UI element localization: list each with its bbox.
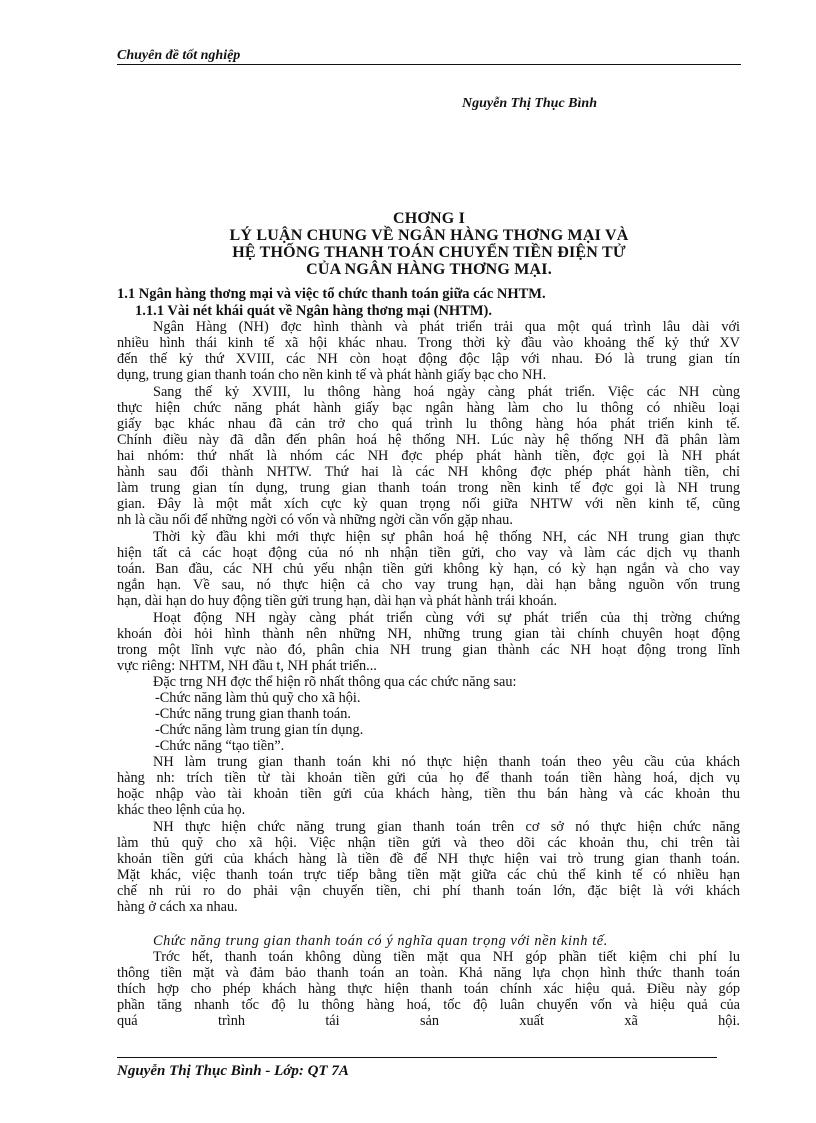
body-line: giấy bạc khác nhau đã cản trở cho quá trình lu thông hàng hóa phát triển kinh tế. (117, 416, 740, 432)
body-line: Đặc trng NH đợc thể hiện rõ nhất thông qua các chức năng sau: (153, 674, 517, 690)
list-item: -Chức năng trung gian thanh toán. (155, 706, 351, 722)
body-line: hành sau đổi thành NHTW. Thứ hai là các NH không đợc phép phát hành tiền, chỉ (117, 464, 740, 480)
body-line: Chính điều này đã dẫn đến phân hoá hệ thống NH. Lúc này hệ thống NH đã phân làm (117, 432, 740, 448)
body-line: thích hợp cho phép khách hàng thực hiện thanh toán chính xác hiệu quả. Điều này góp (117, 981, 740, 997)
body-line: Sang thế kỷ XVIII, lu thông hàng hoá ngày càng phát triển. Việc các NH cùng (153, 384, 740, 400)
body-line: Thời kỳ đầu khi mới thực hiện sự phân hoá hệ thống NH, các NH trung gian thực (153, 529, 740, 545)
author-name: Nguyễn Thị Thục Bình (462, 96, 597, 111)
body-line: khoán đòi hỏi hình thành nên những NH, những trung gian tài chính chuyên hoạt động (117, 626, 740, 642)
list-item: -Chức năng “tạo tiền”. (155, 738, 285, 754)
body-line: khác theo lệnh của họ. (117, 802, 246, 818)
body-line: làm thủ quỹ cho xã hội. Việc nhận tiền gửi và theo dõi các khoản thu, chi trên tài (117, 835, 740, 851)
body-line: chế nh rủi ro do phải vận chuyển tiền, chi phí thanh toán lớn, đặc biệt là với khách (117, 883, 740, 899)
body-line: toán. Ban đầu, các NH chủ yếu nhận tiền gửi không kỳ hạn, có kỳ hạn ngắn và cho vay (117, 561, 740, 577)
body-line: làm trung gian tín dụng, trung gian thanh toán trong nền kinh tế đợc gọi là NH trung (117, 480, 740, 496)
body-line: trong một lĩnh vực nào đó, phân chia NH trung gian thành các NH hoạt động trong lĩnh (117, 642, 740, 658)
list-item: -Chức năng làm thủ quỹ cho xã hội. (155, 690, 361, 706)
list-item: -Chức năng làm trung gian tín dụng. (155, 722, 364, 738)
body-line: hàng ở cách xa nhau. (117, 899, 238, 915)
chapter-title-line-1: LÝ LUẬN CHUNG VỀ NGÂN HÀNG THƠNG MẠI VÀ (229, 227, 629, 244)
body-line: nh là cầu nối để những ngời có vốn và những ngời cần vốn gặp nhau. (117, 512, 513, 528)
body-line: hiện tất cả các hoạt động của nó nh nhận tiền gửi, cho vay và làm các dịch vụ thanh (117, 545, 740, 561)
body-line: hàng nh: trích tiền từ tài khoản tiền gửi của họ để thanh toán tiền hàng hoá, dịch vụ (117, 770, 740, 786)
chapter-title-line-2: HỆ THỐNG THANH TOÁN CHUYỂN TIỀN ĐIỆN TỬ (232, 244, 626, 261)
body-line: NH thực hiện chức năng trung gian thanh toán trên cơ sở nó thực hiện chức năng (153, 819, 740, 835)
footer-rule (117, 1057, 717, 1058)
body-line: nhiều hình thái kinh tế xã hội khác nhau. Trong thời kỳ đầu vào khoảng thế kỷ thứ XV (117, 335, 740, 351)
header-rule (117, 64, 741, 65)
body-line: Trớc hết, thanh toán không dùng tiền mặt qua NH góp phần tiết kiệm chi phí lu (153, 949, 740, 965)
body-line: ngắn hạn. Về sau, nó thực hiện cả cho vay trung hạn, dài hạn bằng nguồn vốn trung (117, 577, 740, 593)
italic-subheading: Chức năng trung gian thanh toán có ý nghĩa quan trọng với nền kinh tế. (153, 933, 608, 949)
body-line: quá trình tái sản xuất xã hội. (117, 1013, 740, 1029)
body-line: gian. Đây là một mắt xích cực kỳ quan trọng nối giữa NHTW với nền kinh tế, cũng (117, 496, 740, 512)
footer-text: Nguyễn Thị Thục Bình - Lớp: QT 7A (117, 1063, 349, 1079)
body-line: Ngân Hàng (NH) đợc hình thành và phát triển trải qua một quá trình lâu dài với (153, 319, 740, 335)
body-line: khoản tiền gửi của khách hàng là tiền đề để NH thực hiện vai trò trung gian thanh toán. (117, 851, 740, 867)
body-line: thực hiện chức năng phát hành giấy bạc ngân hàng làm cho lu thông có nhiều loại (117, 400, 740, 416)
body-line: đến thế kỷ thứ XVIII, các NH còn hoạt động độc lập với nhau. Đó là trung gian tín (117, 351, 740, 367)
body-line: NH làm trung gian thanh toán khi nó thực hiện thanh toán theo yêu cầu của khách (153, 754, 740, 770)
body-line: hai nhóm: thứ nhất là nhóm các NH đợc phép phát hành tiền, đợc gọi là NH phát (117, 448, 740, 464)
body-line: Mặt khác, việc thanh toán trực tiếp bằng tiền mặt giữa các chủ thể kinh tế có nhiều hạn (117, 867, 740, 883)
header-title: Chuyên đề tốt nghiệp (117, 48, 241, 63)
body-line: hoặc nhập vào tài khoản tiền gửi của khách hàng, tiền thu bán hàng và các khoản thu (117, 786, 740, 802)
body-line: phần tăng nhanh tốc độ lu thông hàng hoá, tốc độ luân chuyển vốn và hiệu quả của (117, 997, 740, 1013)
section-heading-1-1-1: 1.1.1 Vài nét khái quát về Ngân hàng thơng mại (NHTM). (135, 303, 493, 319)
body-line: Hoạt động NH ngày càng phát triển cùng với sự phát triển của thị trờng chứng (153, 610, 740, 626)
body-line: vực riêng: NHTM, NH đầu t, NH phát triển... (117, 658, 377, 674)
body-line: hạn, dài hạn do huy động tiền gửi trung hạn, dài hạn và phát hành trái khoán. (117, 593, 558, 609)
body-line: dụng, trung gian thanh toán cho nền kinh tế và phát hành giấy bạc cho NH. (117, 367, 547, 383)
chapter-number: CHƠNG I (392, 210, 466, 227)
chapter-title-line-3: CỦA NGÂN HÀNG THƠNG MẠI. (306, 261, 552, 278)
body-line: thông tiền mặt và đảm bảo thanh toán an toàn. Khả năng lựa chọn hình thức thanh toán (117, 965, 740, 981)
section-heading-1-1: 1.1 Ngân hàng thơng mại và việc tổ chức thanh toán giữa các NHTM. (117, 286, 546, 302)
